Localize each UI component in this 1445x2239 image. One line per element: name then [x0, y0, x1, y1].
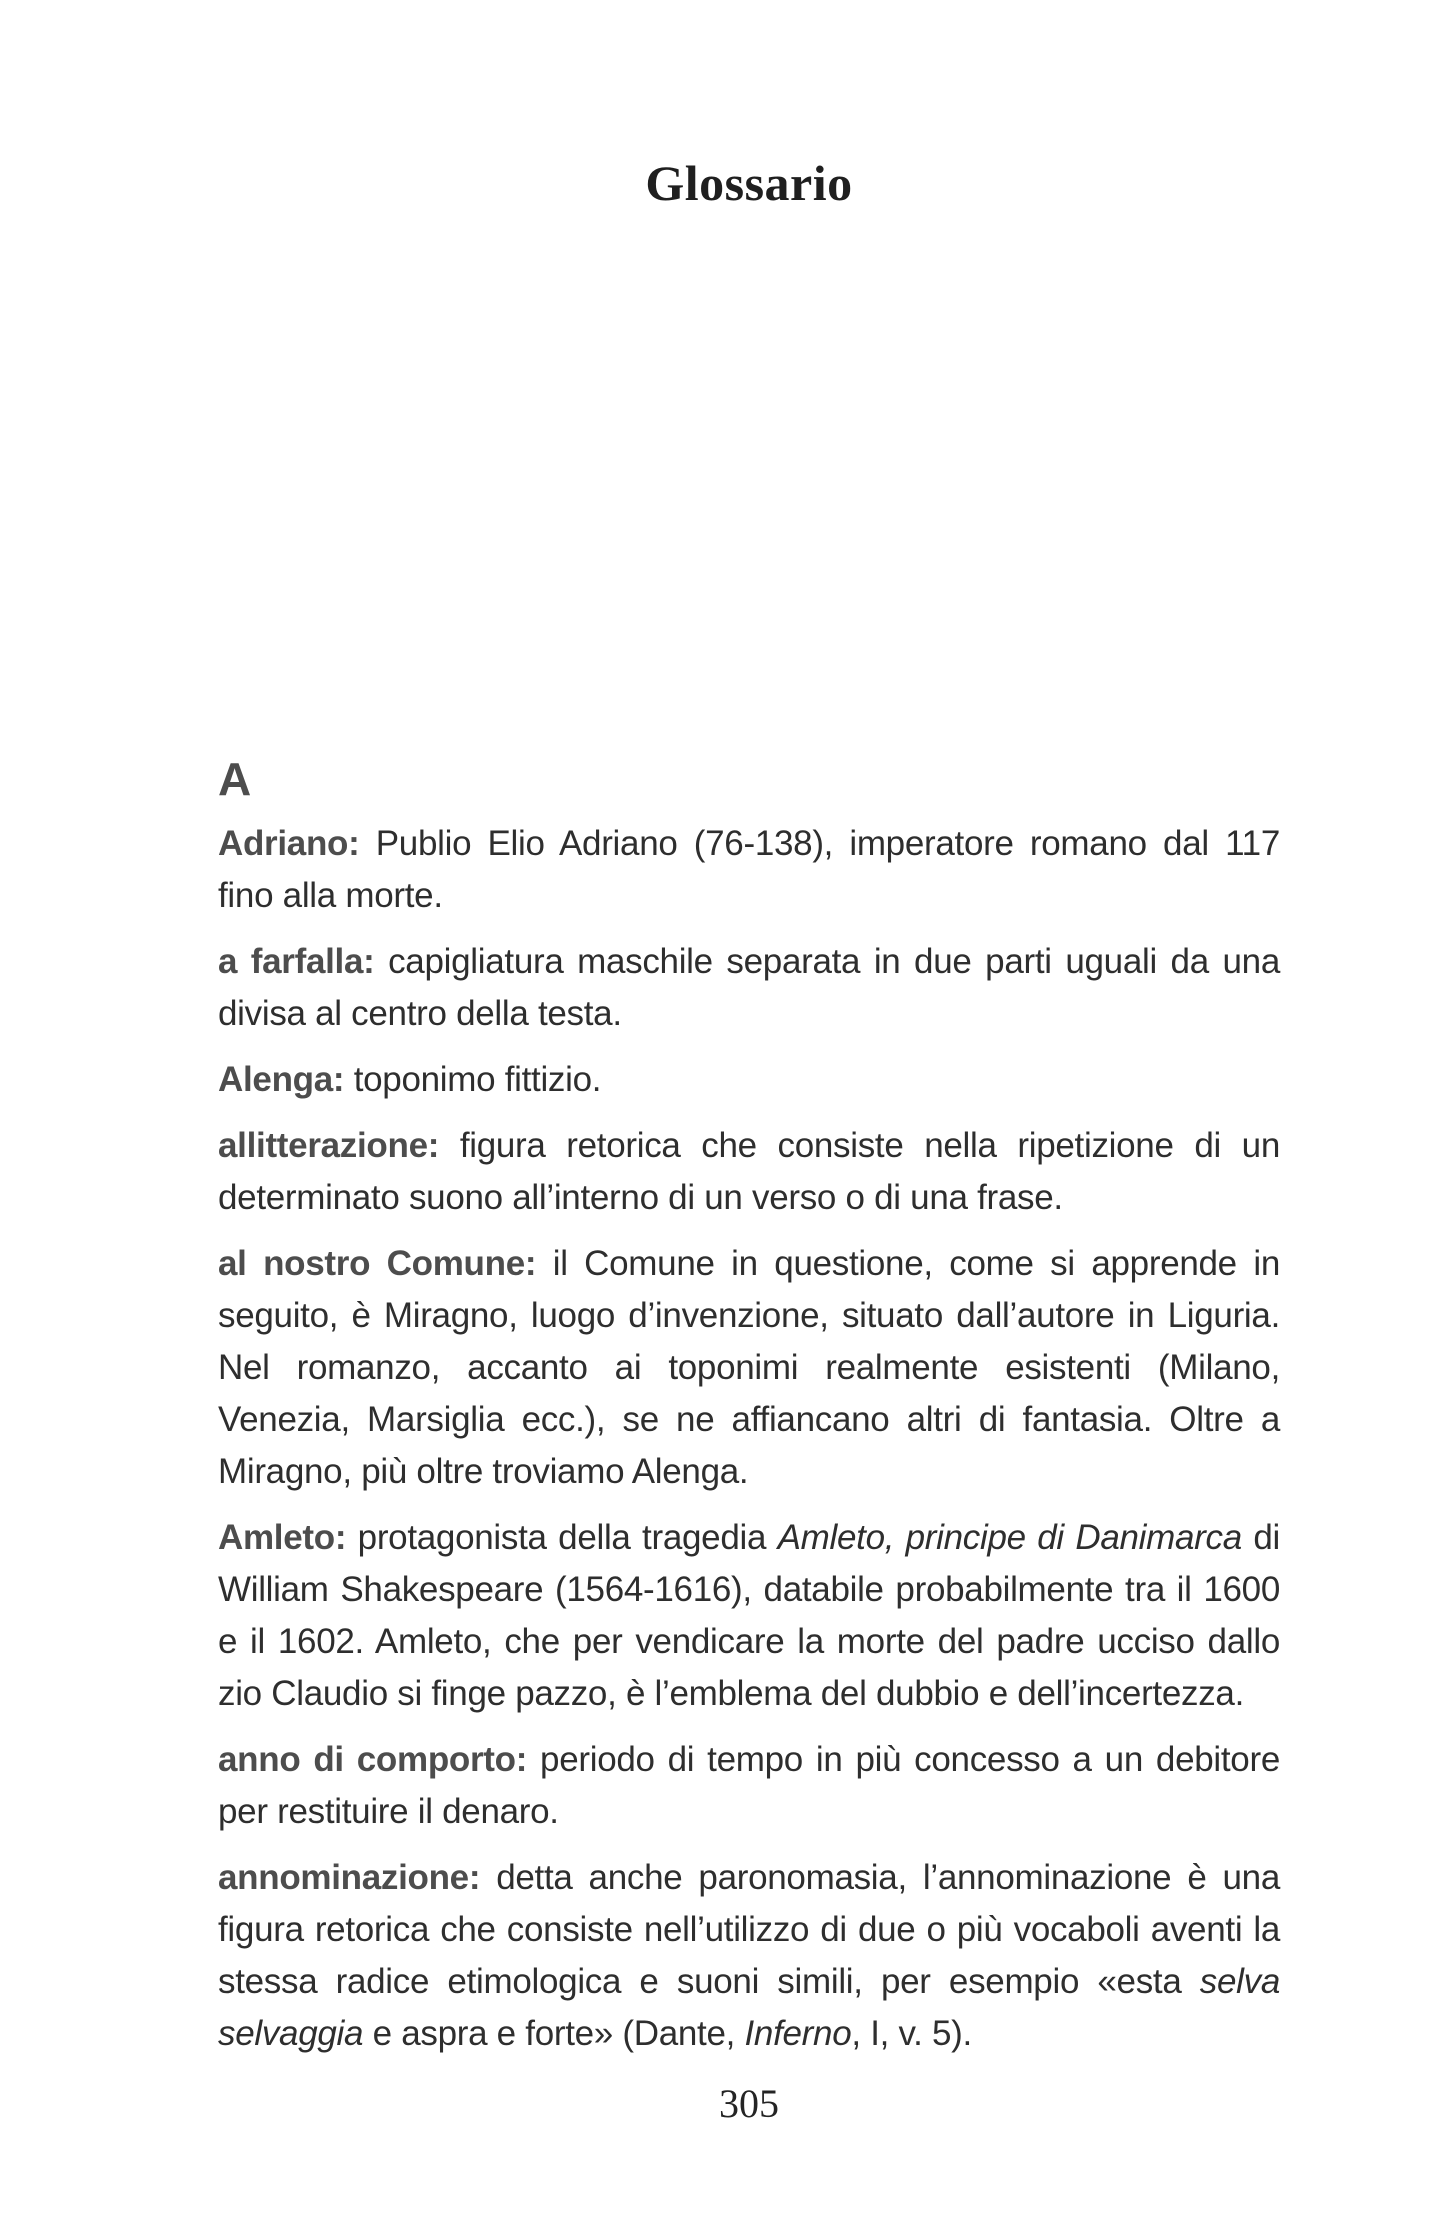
entry-term: allitterazione: — [218, 1126, 440, 1165]
entry-text: il Comune in questione, come si apprende in seguito, è Miragno, luogo d’invenzione, situato dall’autore in Liguria. Nel romanzo, accanto ai toponimi realmente esistenti (Milano, Venezia, Marsiglia ecc.), se ne affiancano altri di fantasia. Oltre a Miragno, più oltre troviamo Alenga. — [218, 1244, 1280, 1491]
glossary-entry — [218, 1054, 1280, 1106]
entry-text: toponimo fittizio. — [353, 1060, 602, 1099]
glossary-entry — [218, 818, 1280, 922]
entry-text: di William Shakespeare (1564-1616), databile probabilmente tra il 1600 e il 1602. Amleto, che per vendicare la morte del padre ucciso dallo zio Claudio si finge pazzo, è l’emblema del dubbio e dell’incertezza. — [218, 1518, 1280, 1713]
page-title: Glossario — [645, 155, 853, 211]
glossary-entry — [218, 1120, 1280, 1224]
entry-text: capigliatura maschile separata in due parti uguali da una divisa al centro della testa. — [218, 942, 1280, 1033]
entry-term: annominazione: — [218, 1858, 481, 1897]
entry-text: , I, v. 5). — [851, 2014, 972, 2053]
entry-term: a farfalla: — [218, 942, 375, 981]
entry-text-italic: Amleto, principe di Danimarca — [777, 1518, 1242, 1557]
glossary-entry — [218, 1852, 1280, 2060]
section-letter-a: A — [218, 753, 252, 805]
entry-term: Amleto: — [218, 1518, 347, 1557]
entry-term: anno di comporto: — [218, 1740, 528, 1779]
entry-text: detta anche paronomasia, l’annominazione è una figura retorica che consiste nell’utilizzo di due o più vocaboli aventi la stessa radice etimologica e suoni simili, per esempio «esta — [218, 1858, 1280, 2001]
entry-text-italic: selva selvaggia — [218, 1962, 1280, 2053]
entry-text: figura retorica che consiste nella ripetizione di un determinato suono all’interno di un verso o di una frase. — [218, 1126, 1280, 1217]
entry-term: Adriano: — [218, 824, 360, 863]
entry-term: al nostro Comune: — [218, 1244, 537, 1283]
entry-text: Publio Elio Adriano (76-138), imperatore romano dal 117 fino alla morte. — [218, 824, 1280, 915]
page-content — [218, 0, 1280, 2239]
entry-text: e aspra e forte» (Dante, — [363, 2014, 745, 2053]
glossary-entry — [218, 1512, 1280, 1720]
entry-text: protagonista della tragedia — [357, 1518, 778, 1557]
entry-text-italic: Inferno — [744, 2014, 852, 2053]
entry-term: Alenga: — [218, 1060, 345, 1099]
glossary-entry — [218, 936, 1280, 1040]
entry-text: periodo di tempo in più concesso a un debitore per restituire il denaro. — [218, 1740, 1280, 1831]
glossary-entries — [218, 818, 1280, 2060]
glossary-entry — [218, 1238, 1280, 1498]
glossary-entry — [218, 1734, 1280, 1838]
page-number: 305 — [719, 2081, 779, 2126]
